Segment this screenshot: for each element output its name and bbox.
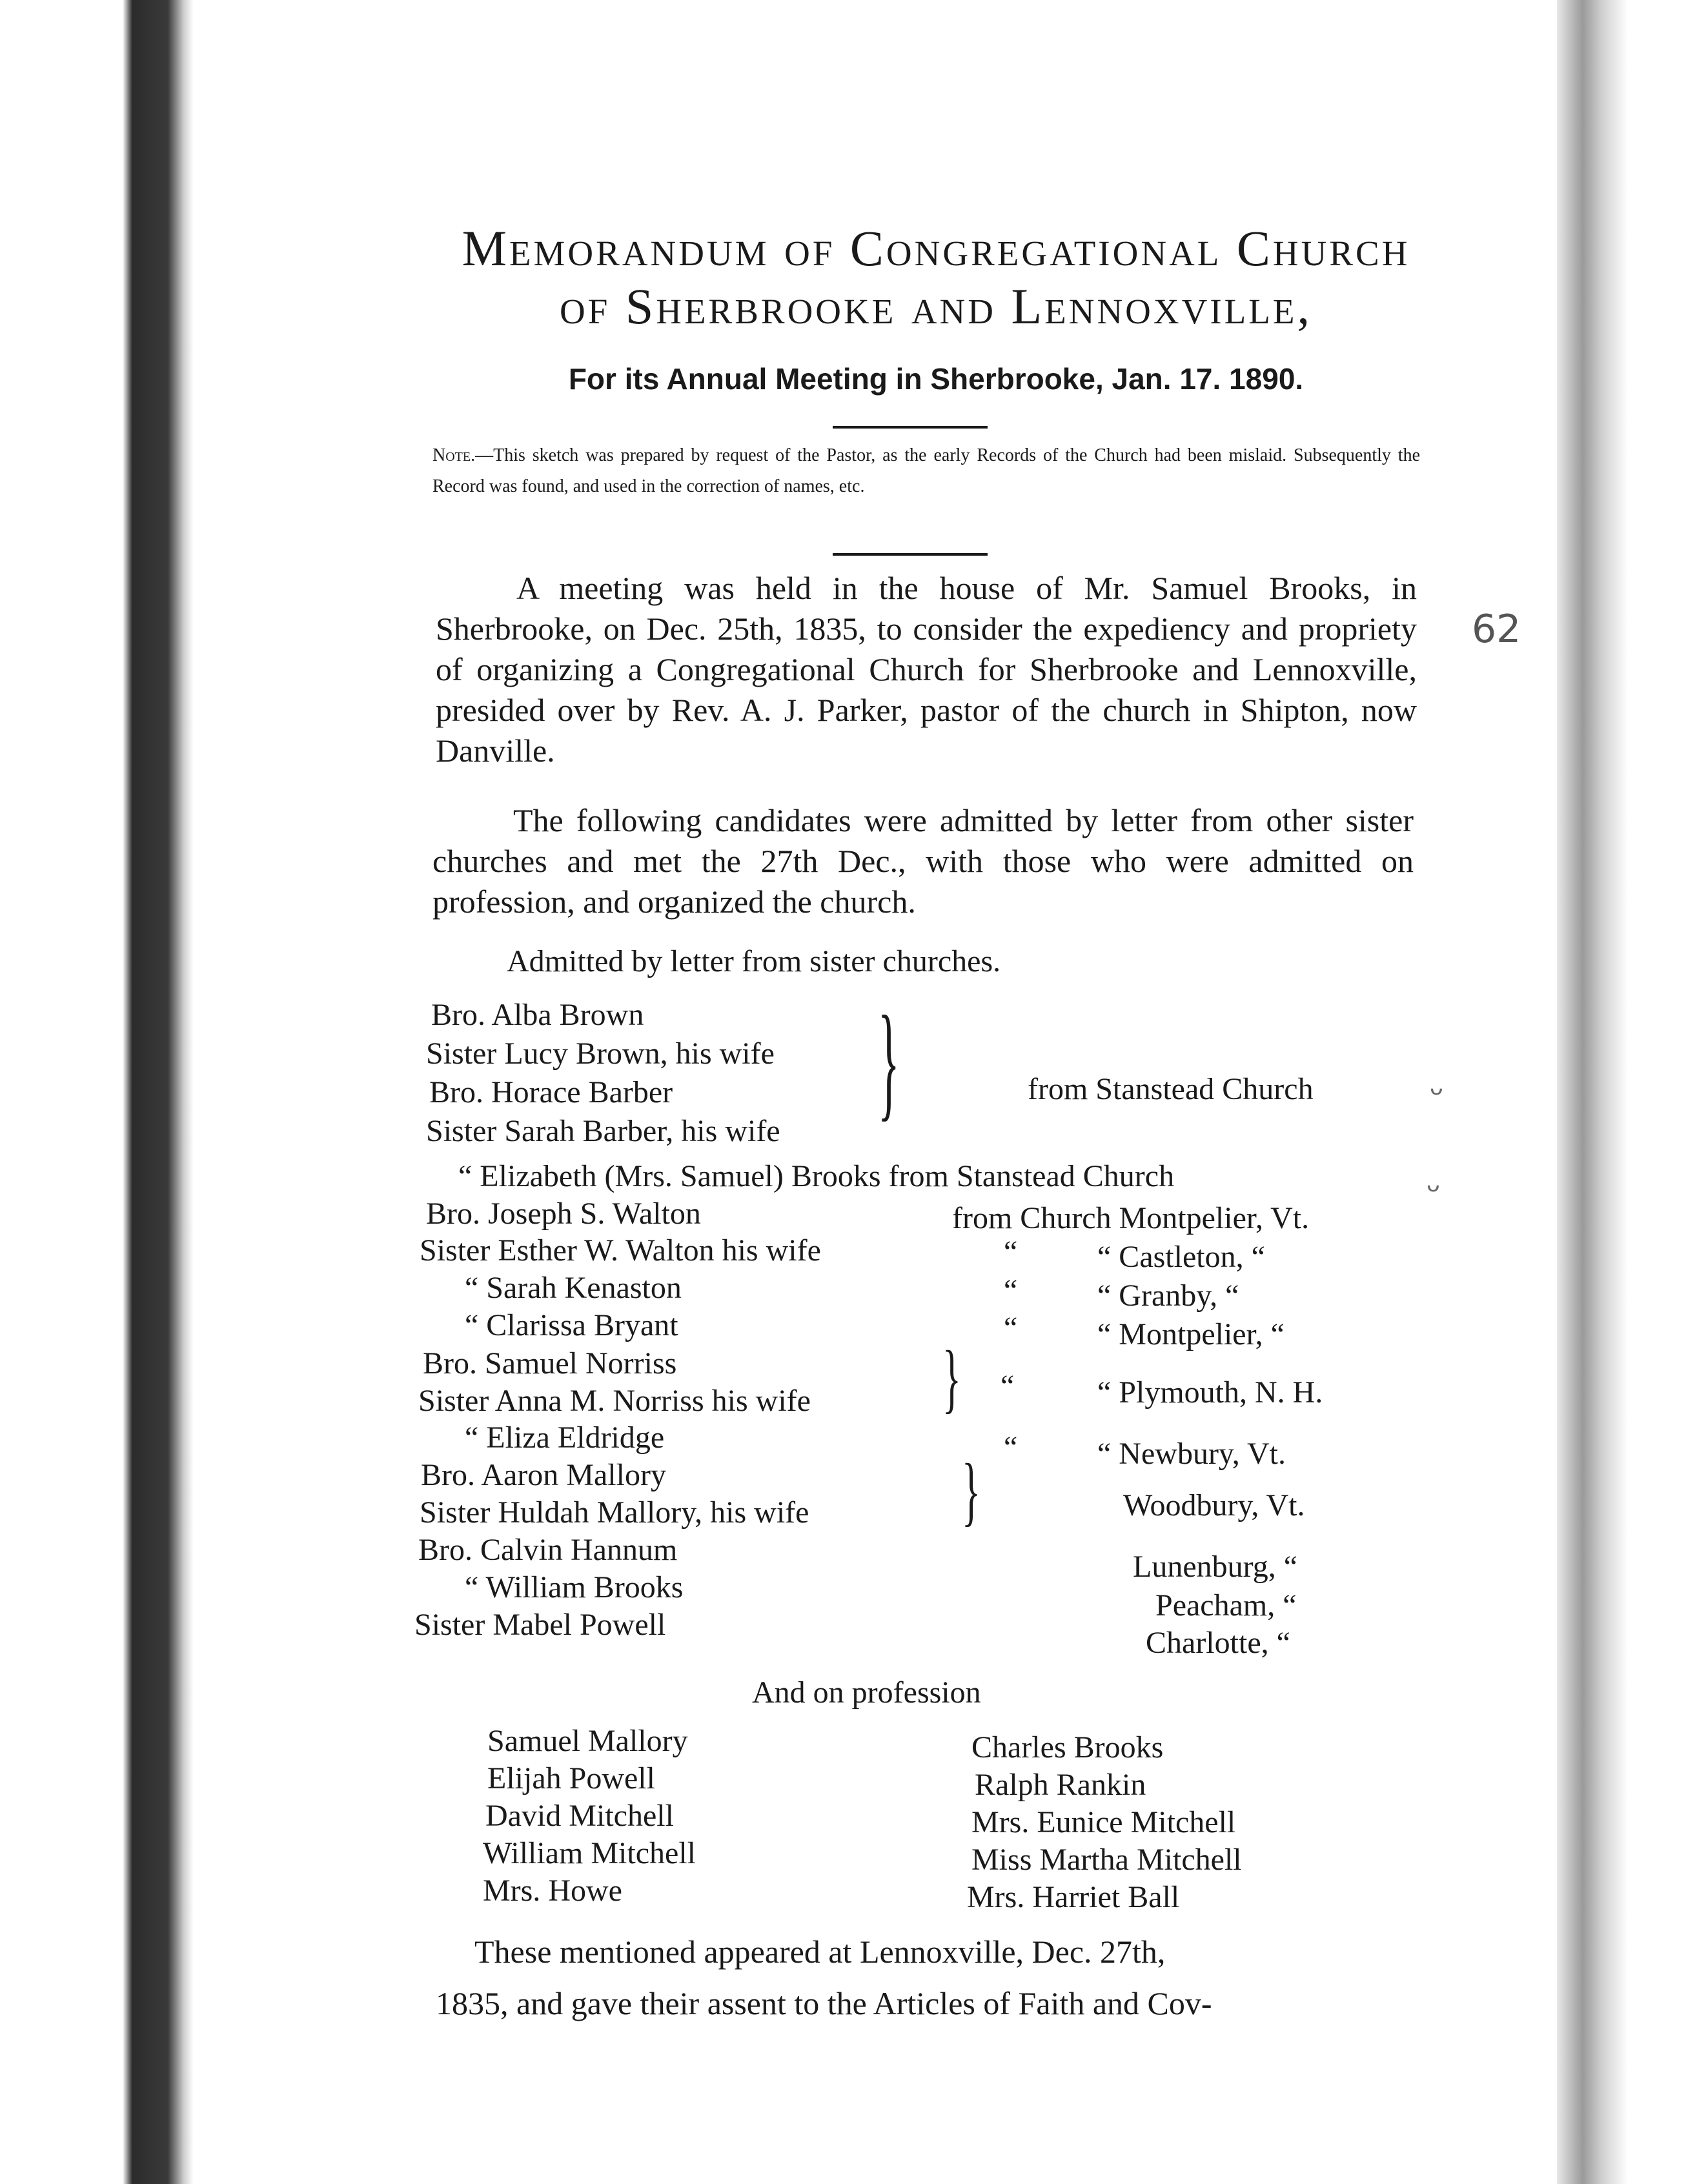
right-brace: } — [942, 1335, 961, 1421]
member-name: Bro. Samuel Norriss — [423, 1346, 677, 1380]
member-origin: “ Castleton, “ — [1097, 1240, 1265, 1274]
profession-name: Mrs. Eunice Mitchell — [971, 1805, 1236, 1839]
member-origin: “ Montpelier, “ — [1097, 1317, 1285, 1351]
divider-rule-2 — [833, 553, 988, 556]
divider-rule-1 — [833, 426, 988, 429]
ditto-mark: “ — [1004, 1235, 1018, 1269]
paragraph-candidates: The following candidates were admitted by letter from other sister churches and met the 27th Dec., with those who were admitted on profession, and organized the church. — [432, 802, 1414, 920]
member-name: “ William Brooks — [465, 1570, 684, 1604]
profession-name: William Mitchell — [483, 1836, 696, 1870]
paragraph-meeting: A meeting was held in the house of Mr. Samuel Brooks, in Sherbrooke, on Dec. 25th, 1835, to consider the expediency and propriety of organizing a Congregational Church for Sherbrooke and Lennoxville, presided over by Rev. A. J. Parker, pastor of the church in Shipton, now Danville. — [436, 570, 1417, 769]
member-origin: Woodbury, Vt. — [1123, 1488, 1305, 1522]
profession-name: Charles Brooks — [971, 1730, 1164, 1764]
note-label: Note. — [432, 445, 476, 465]
member-name: “ Clarissa Bryant — [465, 1308, 678, 1342]
margin-check-mark: ᴗ — [1430, 1075, 1443, 1100]
member-origin: Lunenburg, “ — [1133, 1550, 1298, 1584]
member-name: Sister Huldah Mallory, his wife — [420, 1495, 809, 1530]
closing-line-2: 1835, and gave their assent to the Articles of Faith and Cov- — [436, 1985, 1212, 2021]
member-name: Sister Anna M. Norriss his wife — [418, 1384, 811, 1418]
title-line-1: Memorandum of Congregational Church — [462, 220, 1410, 276]
ditto-mark: “ — [1004, 1311, 1018, 1345]
profession-name: Miss Martha Mitchell — [971, 1843, 1242, 1877]
profession-name: Ralph Rankin — [975, 1768, 1146, 1802]
member-origin: “ Plymouth, N. H. — [1097, 1375, 1323, 1410]
member-name: “ Sarah Kenaston — [465, 1271, 682, 1305]
member-name: Bro. Calvin Hannum — [418, 1533, 678, 1567]
margin-annotation: 62 — [1472, 607, 1521, 652]
member-origin: “ Newbury, Vt. — [1097, 1437, 1286, 1471]
closing-line-1: These mentioned appeared at Lennoxville, Dec. 27th, — [474, 1934, 1166, 1970]
member-origin: Peacham, “ — [1155, 1588, 1297, 1623]
note-text: —This sketch was prepared by request of the Pastor, as the early Records of the Church had been mislaid. Subsequently the Record was found, and used in the correction of names, etc. — [432, 445, 1420, 496]
member-origin: Charlotte, “ — [1146, 1626, 1290, 1660]
editor-note — [432, 440, 1420, 502]
margin-check-mark: ᴗ — [1427, 1171, 1440, 1197]
profession-name: Samuel Mallory — [487, 1724, 688, 1758]
member-name: Bro. Alba Brown — [431, 998, 644, 1032]
ditto-mark: “ — [1004, 1273, 1018, 1308]
title-line-2: of Sherbrooke and Lennoxville, — [560, 278, 1312, 334]
profession-name: David Mitchell — [485, 1799, 674, 1833]
ditto-mark: “ — [1000, 1369, 1015, 1403]
profession-name: Elijah Powell — [487, 1761, 655, 1795]
member-name: Bro. Aaron Mallory — [421, 1458, 666, 1492]
ditto-mark: “ — [1004, 1430, 1018, 1464]
elizabeth-brooks-line: “ Elizabeth (Mrs. Samuel) Brooks from Stanstead Church — [458, 1159, 1175, 1193]
right-page-edge — [1557, 0, 1686, 2184]
member-name: “ Eliza Eldridge — [465, 1421, 665, 1455]
member-name: Sister Mabel Powell — [414, 1608, 666, 1642]
profession-heading: And on profession — [752, 1675, 981, 1710]
member-origin: from Church Montpelier, Vt. — [952, 1201, 1310, 1235]
right-brace: } — [962, 1448, 980, 1533]
stanstead-origin: from Stanstead Church — [1028, 1072, 1314, 1106]
subtitle: For its Annual Meeting in Sherbrooke, Jan. 17. 1890. — [568, 362, 1304, 396]
right-brace: } — [878, 990, 900, 1133]
member-name: Sister Lucy Brown, his wife — [426, 1036, 775, 1071]
letter-heading: Admitted by letter from sister churches. — [507, 944, 1001, 978]
profession-name: Mrs. Harriet Ball — [967, 1880, 1180, 1914]
member-origin: “ Granby, “ — [1097, 1279, 1239, 1313]
member-name: Sister Esther W. Walton his wife — [420, 1233, 821, 1268]
left-binding-edge — [0, 0, 194, 2184]
profession-name: Mrs. Howe — [483, 1874, 622, 1908]
member-name: Bro. Horace Barber — [429, 1075, 673, 1109]
member-name: Bro. Joseph S. Walton — [426, 1197, 701, 1231]
member-name: Sister Sarah Barber, his wife — [426, 1114, 780, 1148]
